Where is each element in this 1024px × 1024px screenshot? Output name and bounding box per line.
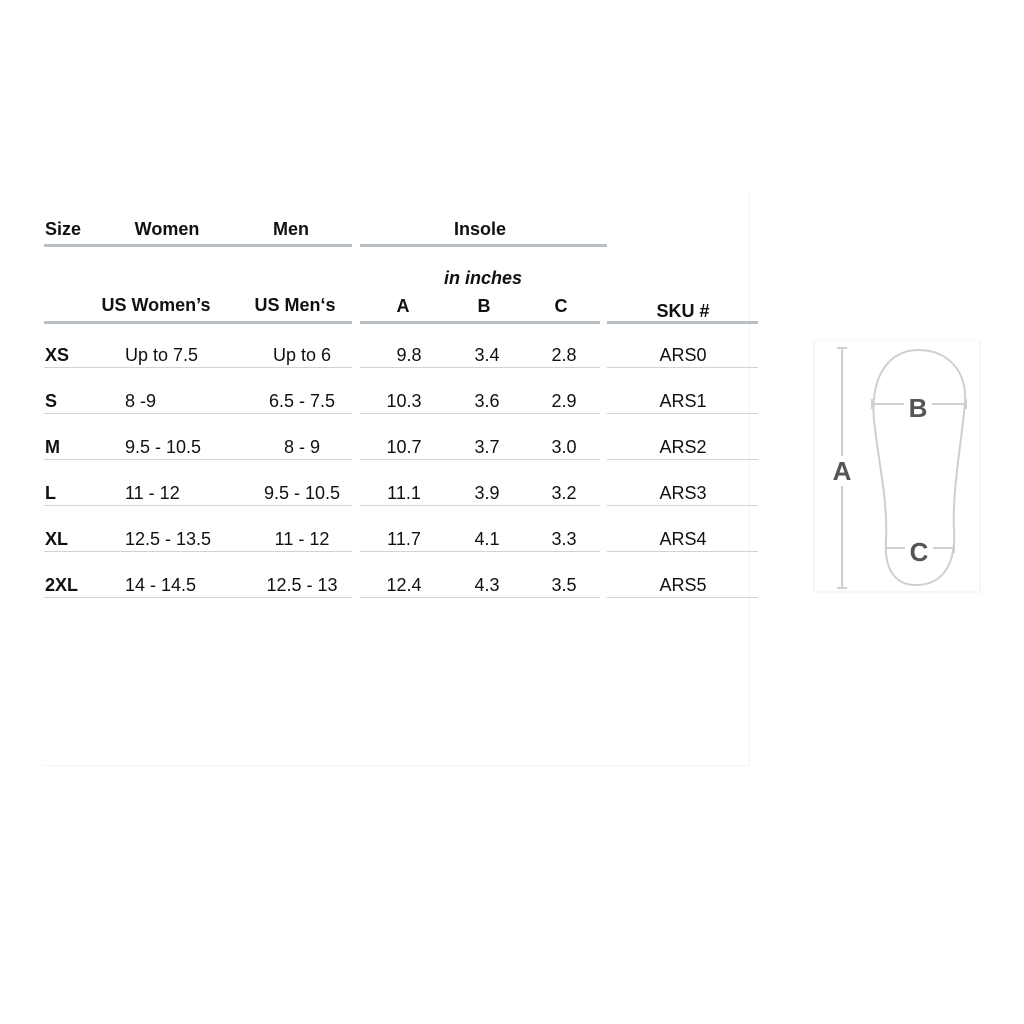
subheader-rule-sku bbox=[607, 321, 758, 324]
row-divider-left bbox=[44, 551, 352, 552]
sku-cell: ARS4 bbox=[659, 529, 707, 549]
women-cell: 11 - 12 bbox=[125, 483, 180, 503]
header-rule-left bbox=[44, 244, 352, 247]
b-cell: 3.9 bbox=[474, 483, 500, 503]
us-mens-header: US Men‘s bbox=[254, 295, 336, 315]
dimension-a-label: A bbox=[832, 456, 852, 486]
women-cell: 12.5 - 13.5 bbox=[125, 529, 212, 549]
b-cell: 3.7 bbox=[474, 437, 500, 457]
c-cell: 3.5 bbox=[551, 575, 577, 595]
sku-cell: ARS3 bbox=[659, 483, 707, 503]
size-cell: M bbox=[45, 437, 60, 457]
units-label: in inches bbox=[443, 268, 523, 288]
a-cell: 10.3 bbox=[386, 391, 422, 411]
row-divider-left bbox=[44, 597, 352, 598]
col-c-header: C bbox=[554, 296, 568, 316]
row-divider-insole bbox=[360, 597, 600, 598]
row-divider-left bbox=[44, 459, 352, 460]
b-cell: 4.3 bbox=[474, 575, 500, 595]
a-cell: 9.8 bbox=[396, 345, 422, 365]
size-header: Size bbox=[45, 219, 82, 239]
size-cell: 2XL bbox=[45, 575, 79, 595]
sku-cell: ARS1 bbox=[659, 391, 707, 411]
row-divider-sku bbox=[607, 413, 758, 414]
row-divider-insole bbox=[360, 367, 600, 368]
sku-header: SKU # bbox=[656, 301, 710, 321]
women-cell: 14 - 14.5 bbox=[125, 575, 197, 595]
c-cell: 3.3 bbox=[551, 529, 577, 549]
women-header: Women bbox=[134, 219, 200, 239]
us-womens-header: US Women’s bbox=[101, 295, 211, 315]
sku-cell: ARS5 bbox=[659, 575, 707, 595]
row-divider-left bbox=[44, 367, 352, 368]
women-cell: 8 -9 bbox=[125, 391, 157, 411]
col-a-header: A bbox=[396, 296, 410, 316]
b-cell: 4.1 bbox=[474, 529, 500, 549]
row-divider-sku bbox=[607, 367, 758, 368]
men-cell: 12.5 - 13 bbox=[266, 575, 338, 595]
row-divider-sku bbox=[607, 505, 758, 506]
sku-cell: ARS0 bbox=[659, 345, 707, 365]
sku-cell: ARS2 bbox=[659, 437, 707, 457]
a-cell: 12.4 bbox=[386, 575, 422, 595]
women-cell: Up to 7.5 bbox=[125, 345, 199, 365]
insole-diagram bbox=[812, 340, 982, 596]
row-divider-sku bbox=[607, 551, 758, 552]
c-cell: 2.9 bbox=[551, 391, 577, 411]
c-cell: 3.0 bbox=[551, 437, 577, 457]
men-cell: 9.5 - 10.5 bbox=[263, 483, 341, 503]
b-cell: 3.4 bbox=[474, 345, 500, 365]
c-cell: 3.2 bbox=[551, 483, 577, 503]
a-cell: 10.7 bbox=[386, 437, 422, 457]
row-divider-left bbox=[44, 505, 352, 506]
frame-bottom-edge bbox=[44, 765, 750, 766]
women-cell: 9.5 - 10.5 bbox=[125, 437, 202, 457]
b-cell: 3.6 bbox=[474, 391, 500, 411]
row-divider-sku bbox=[607, 459, 758, 460]
row-divider-insole bbox=[360, 505, 600, 506]
row-divider-sku bbox=[607, 597, 758, 598]
size-cell: L bbox=[45, 483, 56, 503]
size-cell: XS bbox=[45, 345, 70, 365]
size-cell: XL bbox=[45, 529, 69, 549]
men-header: Men bbox=[273, 219, 309, 239]
row-divider-insole bbox=[360, 413, 600, 414]
insole-header: Insole bbox=[453, 219, 507, 239]
dimension-c-label: C bbox=[909, 537, 929, 567]
men-cell: 8 - 9 bbox=[283, 437, 321, 457]
men-cell: Up to 6 bbox=[272, 345, 332, 365]
men-cell: 11 - 12 bbox=[274, 529, 330, 549]
subheader-rule-left bbox=[44, 321, 352, 324]
a-cell: 11.7 bbox=[387, 529, 421, 549]
a-cell: 11.1 bbox=[387, 483, 421, 503]
row-divider-insole bbox=[360, 459, 600, 460]
row-divider-left bbox=[44, 413, 352, 414]
men-cell: 6.5 - 7.5 bbox=[268, 391, 336, 411]
frame-right-edge bbox=[749, 192, 750, 766]
row-divider-insole bbox=[360, 551, 600, 552]
size-cell: S bbox=[45, 391, 58, 411]
header-rule-insole bbox=[360, 244, 607, 247]
col-b-header: B bbox=[477, 296, 491, 316]
c-cell: 2.8 bbox=[551, 345, 577, 365]
dimension-b-label: B bbox=[908, 393, 928, 423]
subheader-rule-insole bbox=[360, 321, 600, 324]
